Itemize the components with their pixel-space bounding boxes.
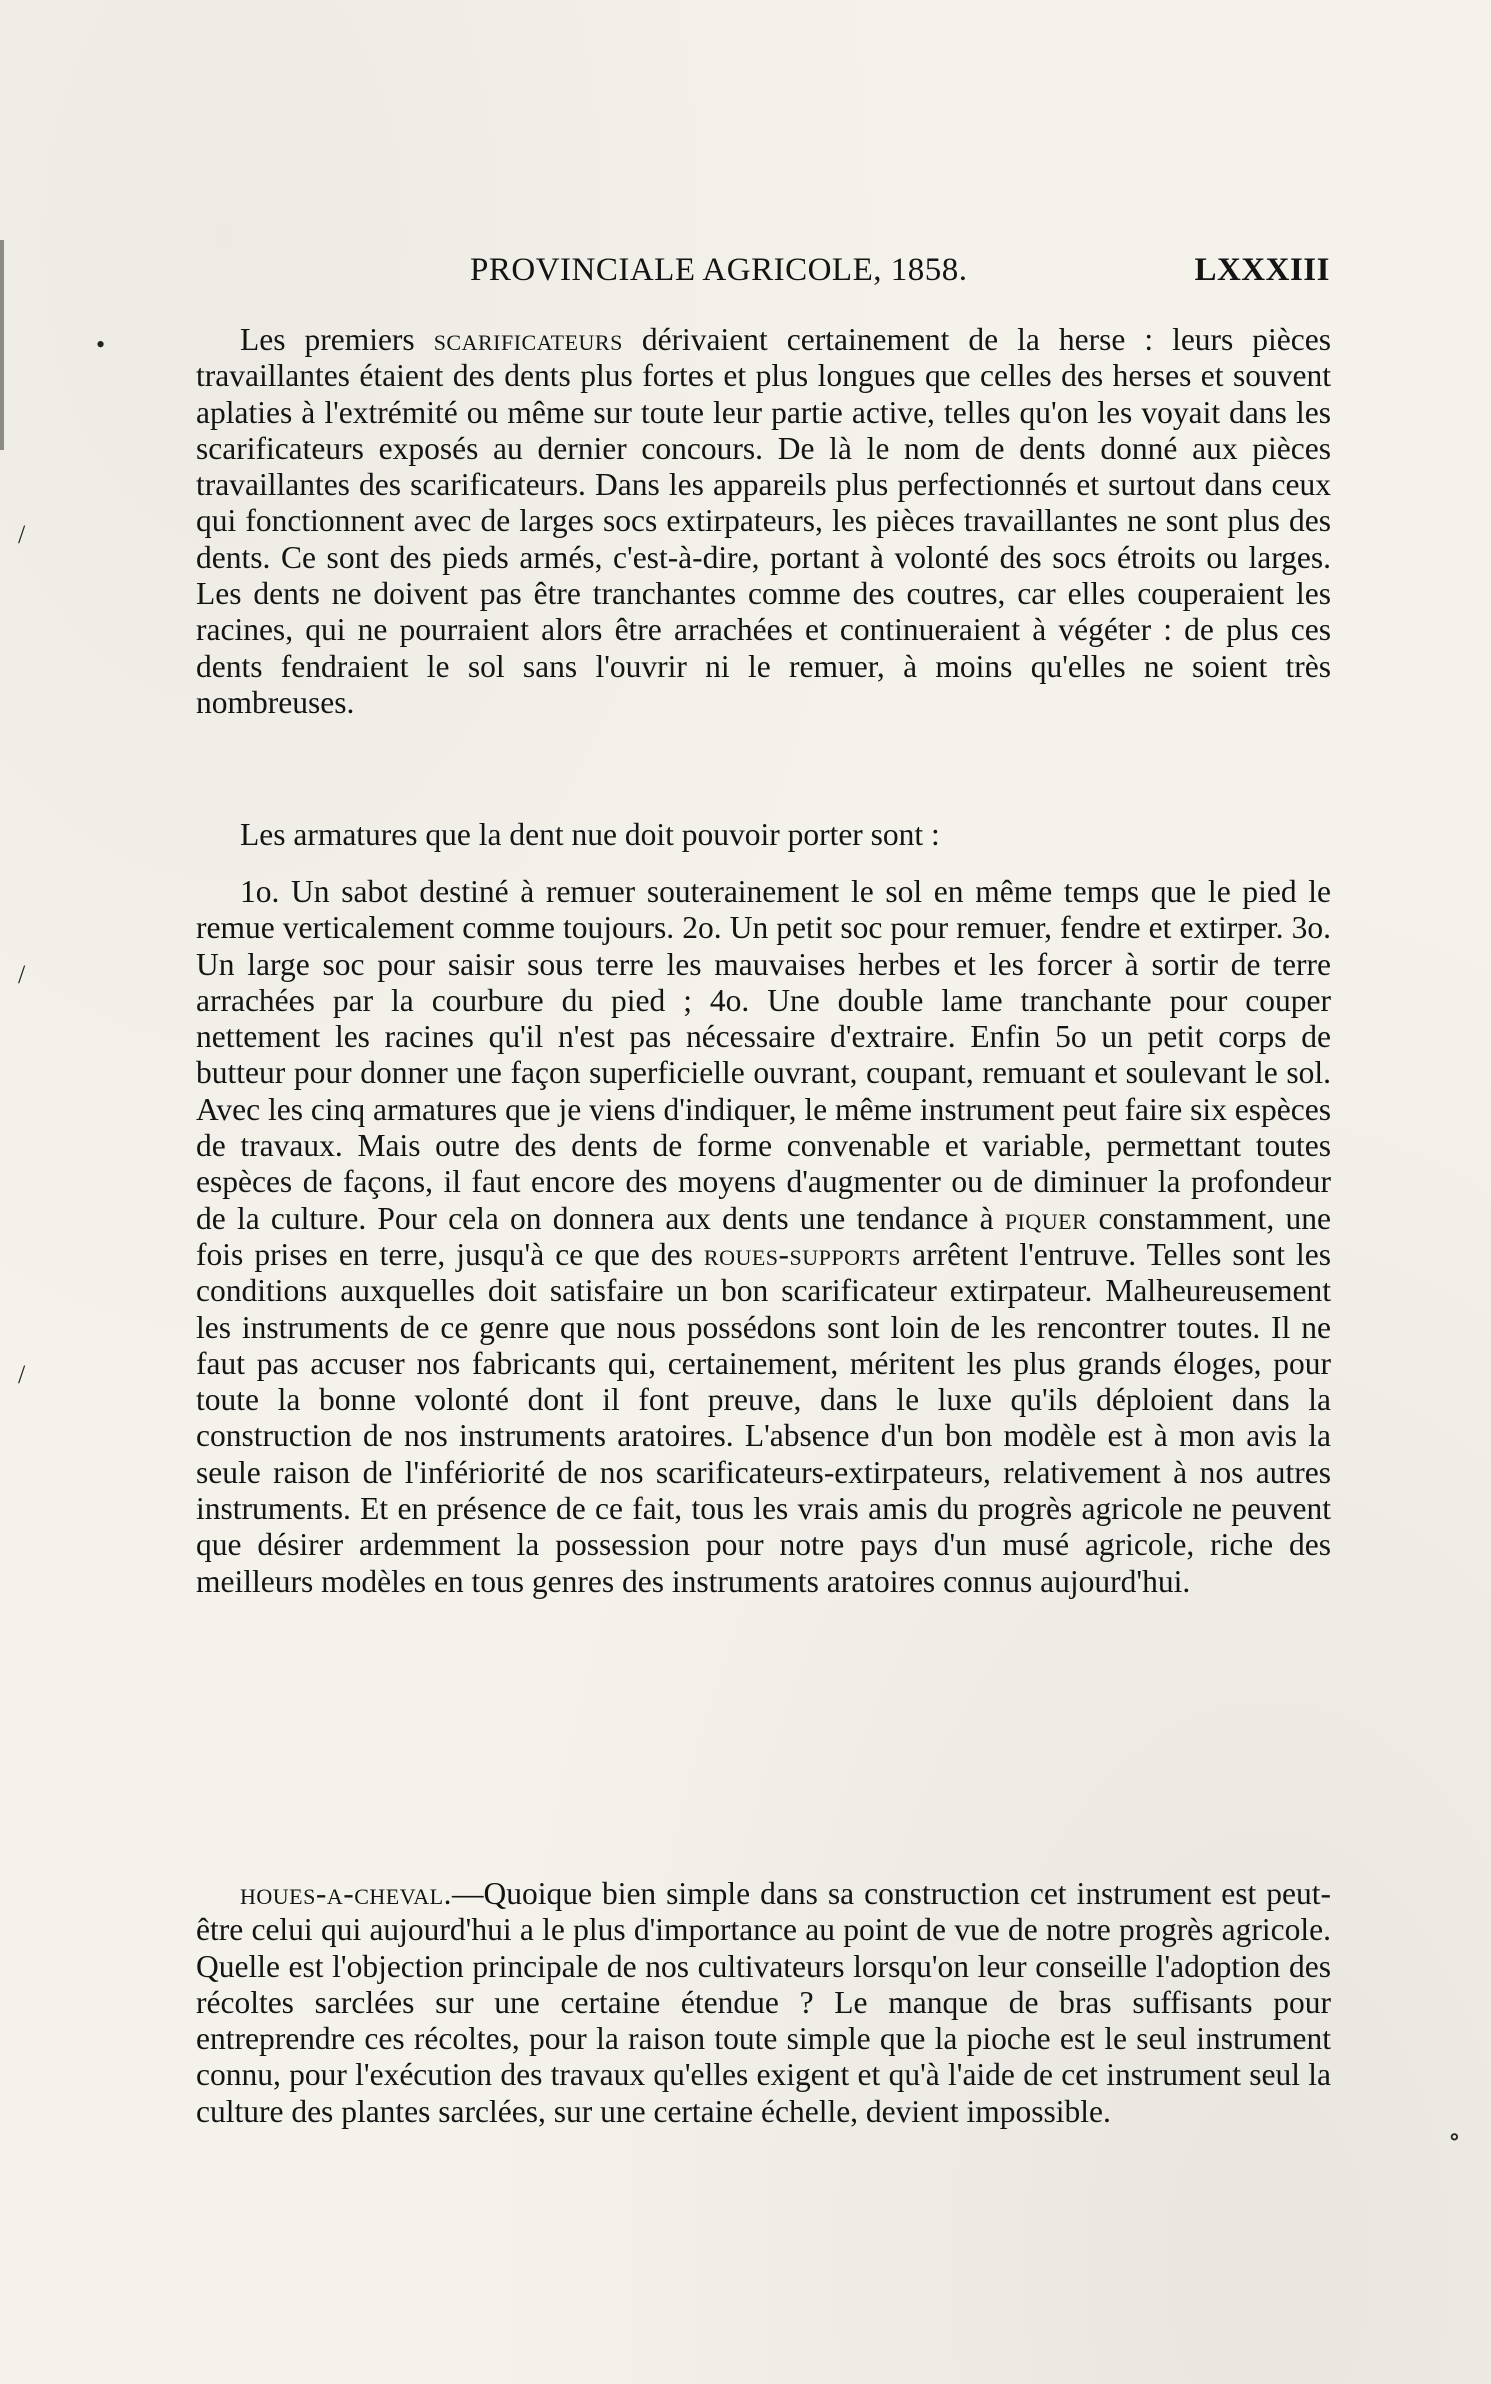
paragraph-armatures-intro — [196, 817, 1331, 853]
smallcaps-term: piquer — [1004, 1200, 1088, 1236]
running-header — [195, 252, 1330, 292]
smallcaps-term: roues-supports — [703, 1236, 902, 1272]
paragraph-body: 1o. Un sabot destiné à remuer souterainement le sol en même temps que le pied le remue verticalement comme toujours. 2o. Un petit soc pour remuer, fendre et extirper. 3o. Un large soc pour saisir sous terre les mauvaises herbes et les forcer à sortir de terre arrachées par la courbure du pied ; 4o. Une double lame tranchante pour couper nettement les racines qu'il n'est pas nécessaire d'extraire. Enfin 5o un petit corps de butteur pour donner une façon superficielle ouvrant, coupant, remuant et soulevant le sol. Avec les cinq armatures que je viens d'indiquer, le même instrument peut faire six espèces de travaux. Mais outre des dents de forme convenable et variable, permettant toutes espèces de façons, il faut encore des moyens d'augmenter ou de diminuer la profondeur de la culture. Pour cela on donnera aux dents une tendance à — [196, 874, 1331, 1236]
paragraph-body: Les armatures que la dent nue doit pouvoir porter sont : — [240, 817, 940, 852]
paragraph-body: arrêtent l'entruve. Telles sont les conditions auxquelles doit satisfaire un bon scarificateur extirpateur. Malheureusement les instruments de ce genre que nous possédons sont loin de les rencontrer toutes. Il ne faut pas accuser nos fabricants qui, certainement, méritent les plus grands éloges, pour toute la bonne volonté dont il font preuve, dans le luxe qu'ils déploient dans la construction de nos instruments aratoires. L'absence d'un bon modèle est à mon avis la seule raison de l'infériorité de nos scarificateurs-extirpateurs, relativement à nos autres instruments. Et en présence de ce fait, tous les vrais amis du progrès agricole ne peuvent que désirer ardemment la possession pour notre pays d'un musé agricole, riche des meilleurs modèles en tous genres des instruments aratoires connus aujourd'hui. — [196, 1236, 1332, 1599]
stray-mark-tick: / — [18, 1360, 26, 1389]
page-title: PROVINCIALE AGRICOLE, 1858. — [470, 252, 968, 288]
stray-mark-tick: / — [18, 520, 26, 549]
paragraph-scarificateurs — [196, 322, 1331, 721]
section-heading-term: houes-a-cheval. — [240, 1876, 452, 1911]
smallcaps-term: scarificateurs — [433, 322, 623, 357]
paragraph-body: constamment, une fois prises en terre, jusqu'à ce que des — [196, 1200, 1331, 1272]
paragraph-lead: Les premiers — [240, 322, 415, 357]
paragraph-armatures-list — [196, 874, 1331, 1600]
stray-mark-tick: / — [18, 960, 26, 989]
paragraph-houes-a-cheval — [196, 1876, 1331, 2130]
page-number: LXXXIII — [1194, 252, 1330, 288]
paragraph-body: —Quoique bien simple dans sa construction cet instrument est peut-être celui qui aujourd'hui a le plus d'importance au point de vue de notre progrès agricole. Quelle est l'objection principale de nos cultivateurs lorsqu'on leur conseille l'adoption des récoltes sarclées sur une certaine étendue ? Le manque de bras suffisants pour entreprendre ces récoltes, pour la raison toute simple que la pioche est le seul instrument connu, pour l'exécution des travaux qu'elles exigent et qu'à l'aide de cet instrument seul la culture des plantes sarclées, sur une certaine échelle, devient impossible. — [196, 1876, 1331, 2129]
binding-edge-mark — [0, 240, 4, 450]
stray-mark-circle: ∘ — [1448, 2122, 1461, 2151]
paragraph-body: dérivaient certainement de la herse : leurs pièces travaillantes étaient des dents plus fortes et plus longues que celles des herses et souvent aplaties à l'extrémité ou même sur toute leur partie active, telles qu'on les voyait dans les scarificateurs exposés au dernier concours. De là le nom de dents donné aux pièces travaillantes des scarificateurs. Dans les appareils plus perfectionnés et surtout dans ceux qui fonctionnent avec de larges socs extirpateurs, les pièces travaillantes ne sont plus des dents. Ce sont des pieds armés, c'est-à-dire, portant à volonté des socs étroits ou larges. Les dents ne doivent pas être tranchantes comme des coutres, car elles couperaient les racines, qui ne pourraient alors être arrachées et continueraient à végéter : de plus ces dents fendraient le sol sans l'ouvrir ni le remuer, à moins qu'elles ne soient très nombreuses. — [196, 322, 1332, 720]
stray-mark-dot: • — [96, 330, 106, 359]
